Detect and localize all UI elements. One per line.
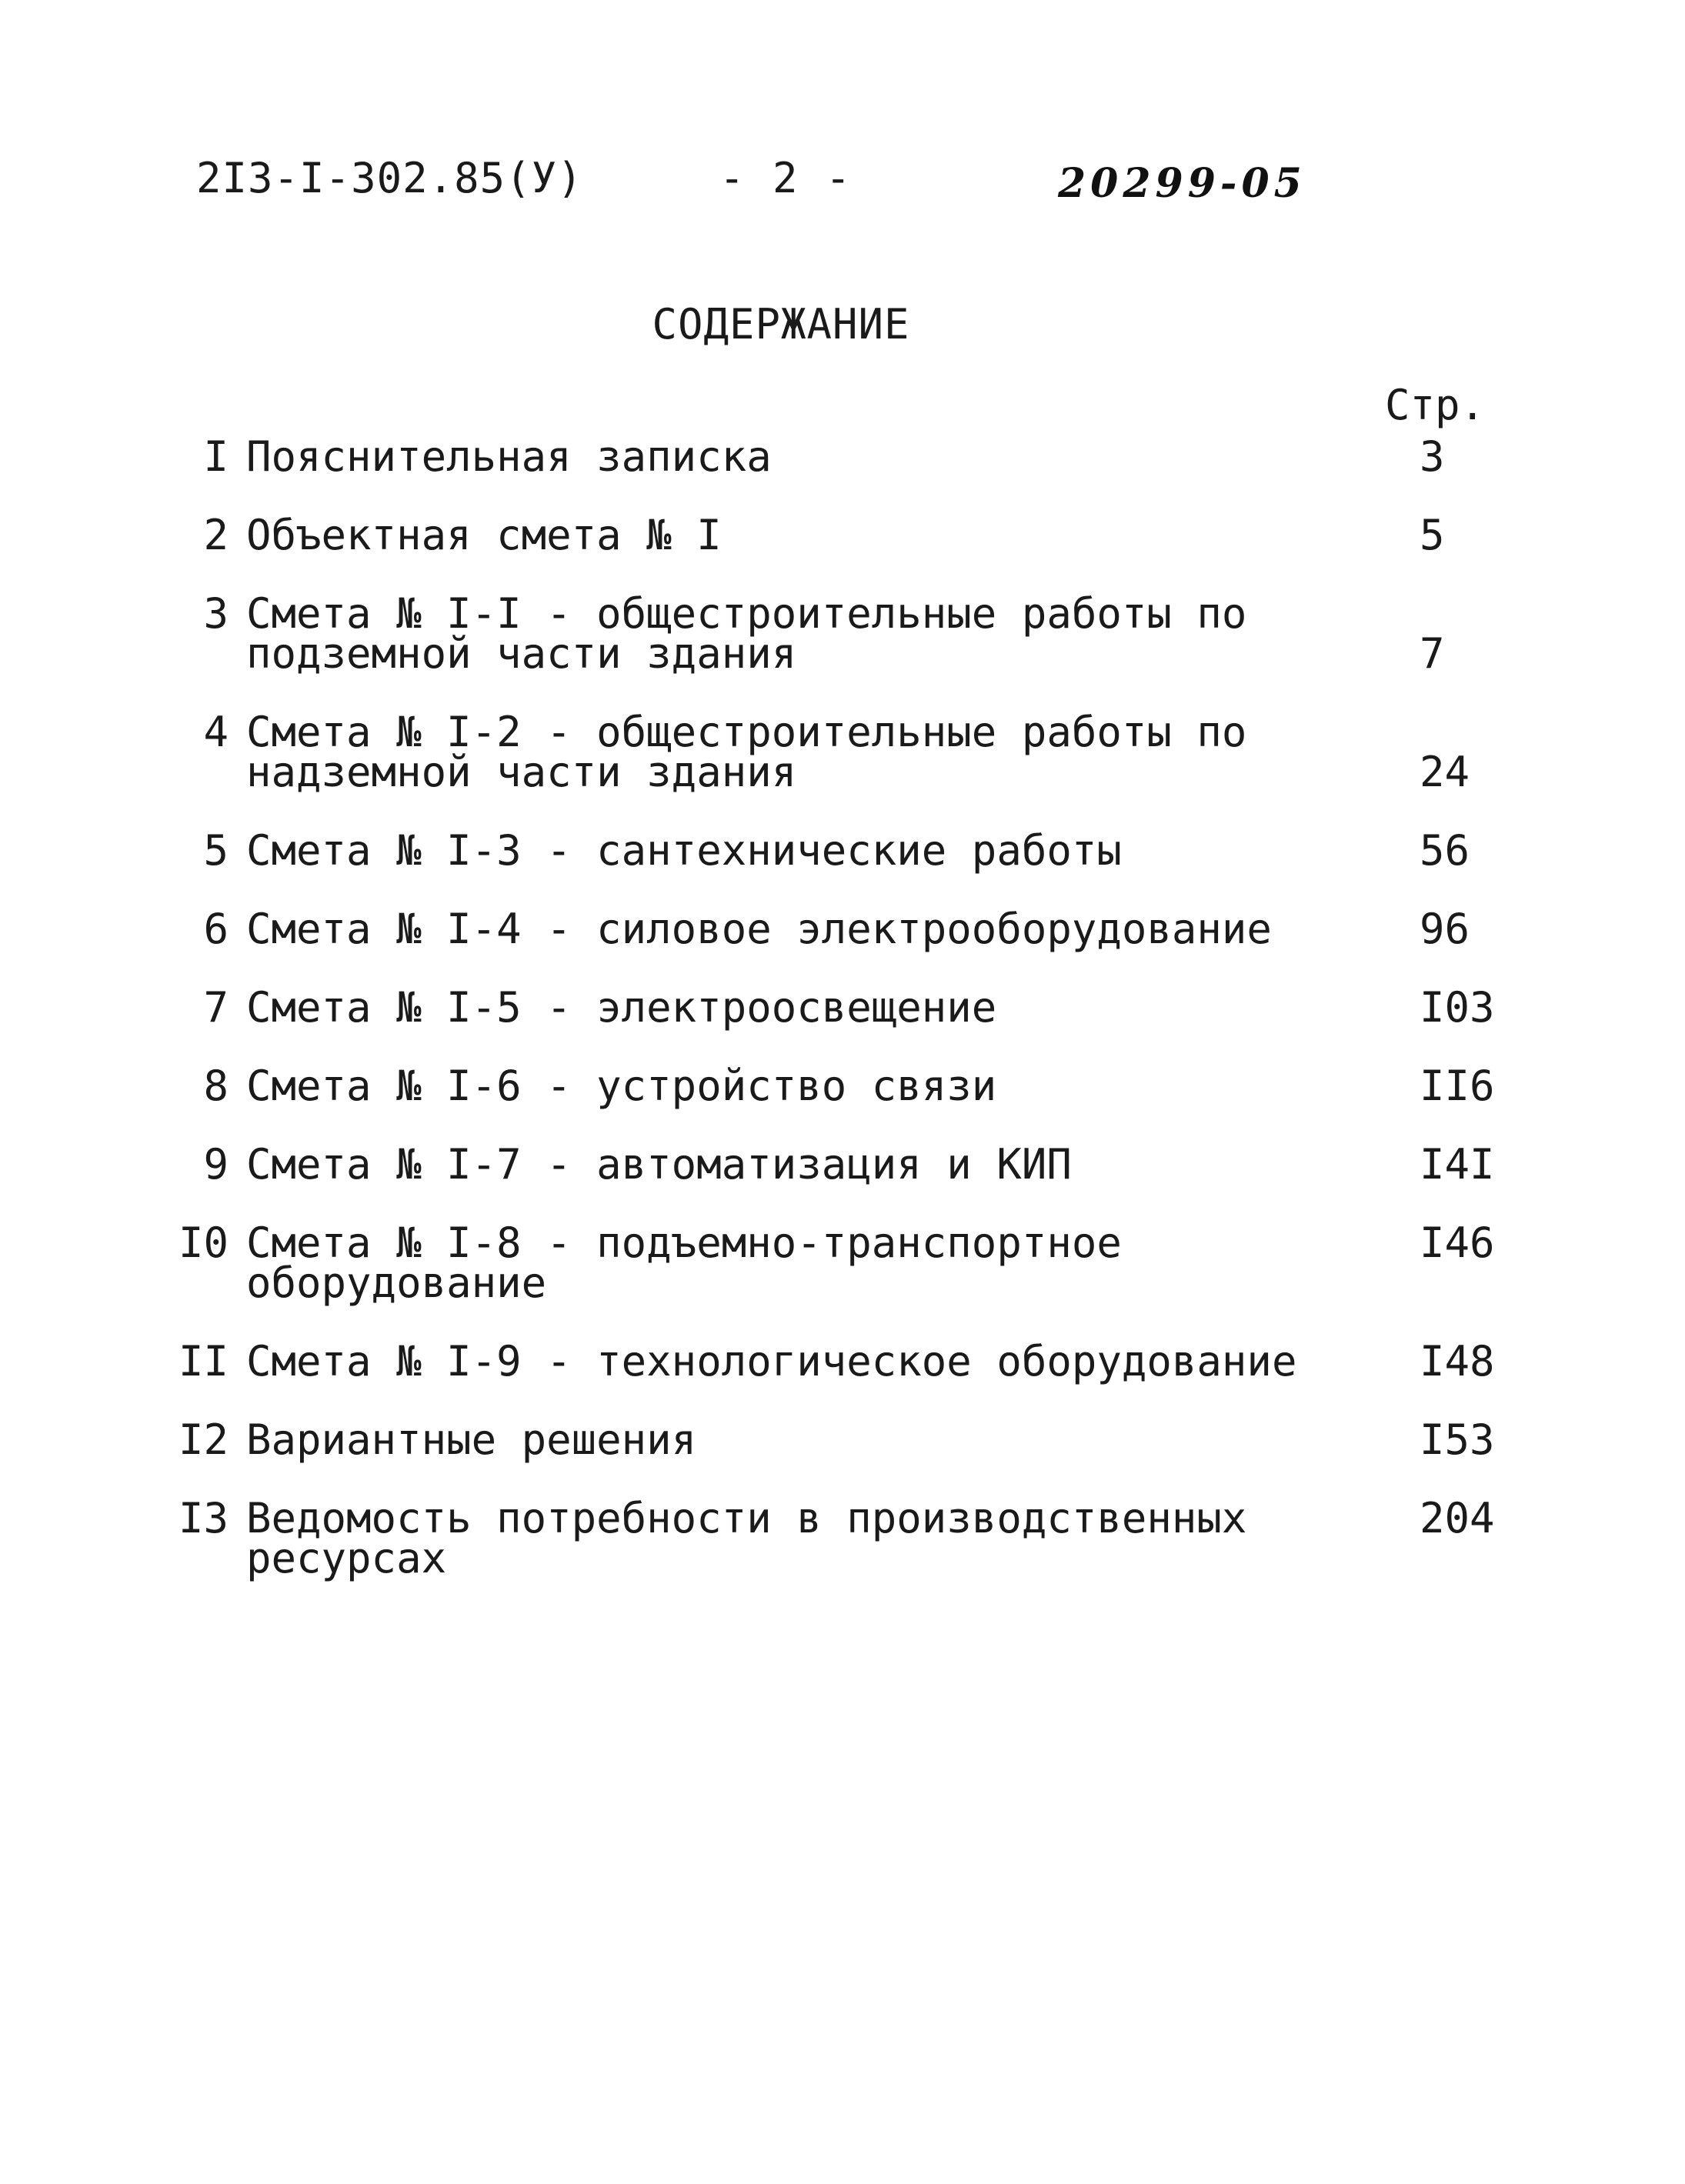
toc-text [246,511,1400,559]
toc-page: I46 [1420,1219,1495,1267]
toc-page: 24 [1420,748,1470,796]
toc-line: Смета № I-2 - общестроительные работы по [246,708,1247,756]
toc-number: I3 [178,1494,229,1542]
toc-row [173,983,1527,1032]
toc-line: Смета № I-3 - сантехнические работы [246,826,1122,875]
contents-title: СОДЕРЖАНИЕ [652,300,910,348]
toc-page: 204 [1420,1494,1495,1542]
toc-number: II [178,1337,229,1385]
toc-row [173,708,1527,796]
toc-line: Ведомость потребности в производственных ресурсах [246,1494,1272,1582]
toc-page: 3 [1420,432,1445,481]
toc-text [246,1140,1400,1189]
toc-number: I2 [178,1415,229,1464]
toc-number: 2 [203,511,229,559]
handwritten-inventory-number: 20299-05 [1058,160,1306,207]
toc-line-continued: надземной части здания [246,748,797,796]
toc-page: I48 [1420,1337,1495,1385]
toc-line: Объектная смета № I [246,511,722,559]
toc-page: 5 [1420,511,1445,559]
toc-number: 5 [203,826,229,875]
toc-row [173,826,1527,875]
toc-number: 3 [203,589,229,638]
toc-row [173,1415,1527,1464]
toc-page: 56 [1420,826,1470,875]
toc-line: Смета № I-I - общестроительные работы по [246,589,1247,638]
toc-line: Смета № I-7 - автоматизация и КИП [246,1140,1072,1189]
toc-row [173,1062,1527,1110]
toc-text [246,589,1400,678]
toc-text [246,1062,1400,1110]
toc-text [246,905,1400,953]
toc-text [246,1494,1400,1582]
toc-line-continued: подземной части здания [246,629,797,678]
document-code: 2I3-I-302.85(У) [196,154,583,202]
toc-line: Смета № I-6 - устройство связи [246,1062,997,1110]
toc-text [246,708,1400,796]
toc-number: 8 [203,1062,229,1110]
page-header [196,154,1389,223]
page-column-header: Стр. [1385,381,1486,429]
toc-line: Вариантные решения [246,1415,697,1464]
toc-line: Смета № I-4 - силовое электрооборудование [246,905,1272,953]
toc-text [246,1337,1400,1385]
toc-line: Пояснительная записка [246,432,772,481]
toc-text [246,1219,1400,1307]
toc-page: 96 [1420,905,1470,953]
toc-row [173,1219,1527,1307]
toc-row [173,1494,1527,1582]
toc-row [173,905,1527,953]
toc-row [173,511,1527,559]
toc-page: II6 [1420,1062,1495,1110]
toc-number: 9 [203,1140,229,1189]
toc-number: 7 [203,983,229,1032]
toc-text [246,432,1400,481]
toc-number: I [203,432,229,481]
toc-text [246,983,1400,1032]
toc-line: Смета № I-9 - технологическое оборудование [246,1337,1297,1385]
toc-page: I4I [1420,1140,1495,1189]
table-of-contents [173,432,1527,1617]
toc-row [173,589,1527,678]
toc-text [246,826,1400,875]
toc-text [246,1415,1400,1464]
toc-row [173,1337,1527,1385]
toc-number: 4 [203,708,229,756]
toc-number: 6 [203,905,229,953]
toc-row [173,432,1527,481]
toc-page: I03 [1420,983,1495,1032]
toc-line: Смета № I-8 - подъемно-транспортное оборудование [246,1219,1147,1307]
toc-number: I0 [178,1219,229,1267]
toc-page: 7 [1420,629,1445,678]
toc-line: Смета № I-5 - электроосвещение [246,983,997,1032]
page-number: - 2 - [719,154,853,202]
toc-row [173,1140,1527,1189]
toc-page: I53 [1420,1415,1495,1464]
